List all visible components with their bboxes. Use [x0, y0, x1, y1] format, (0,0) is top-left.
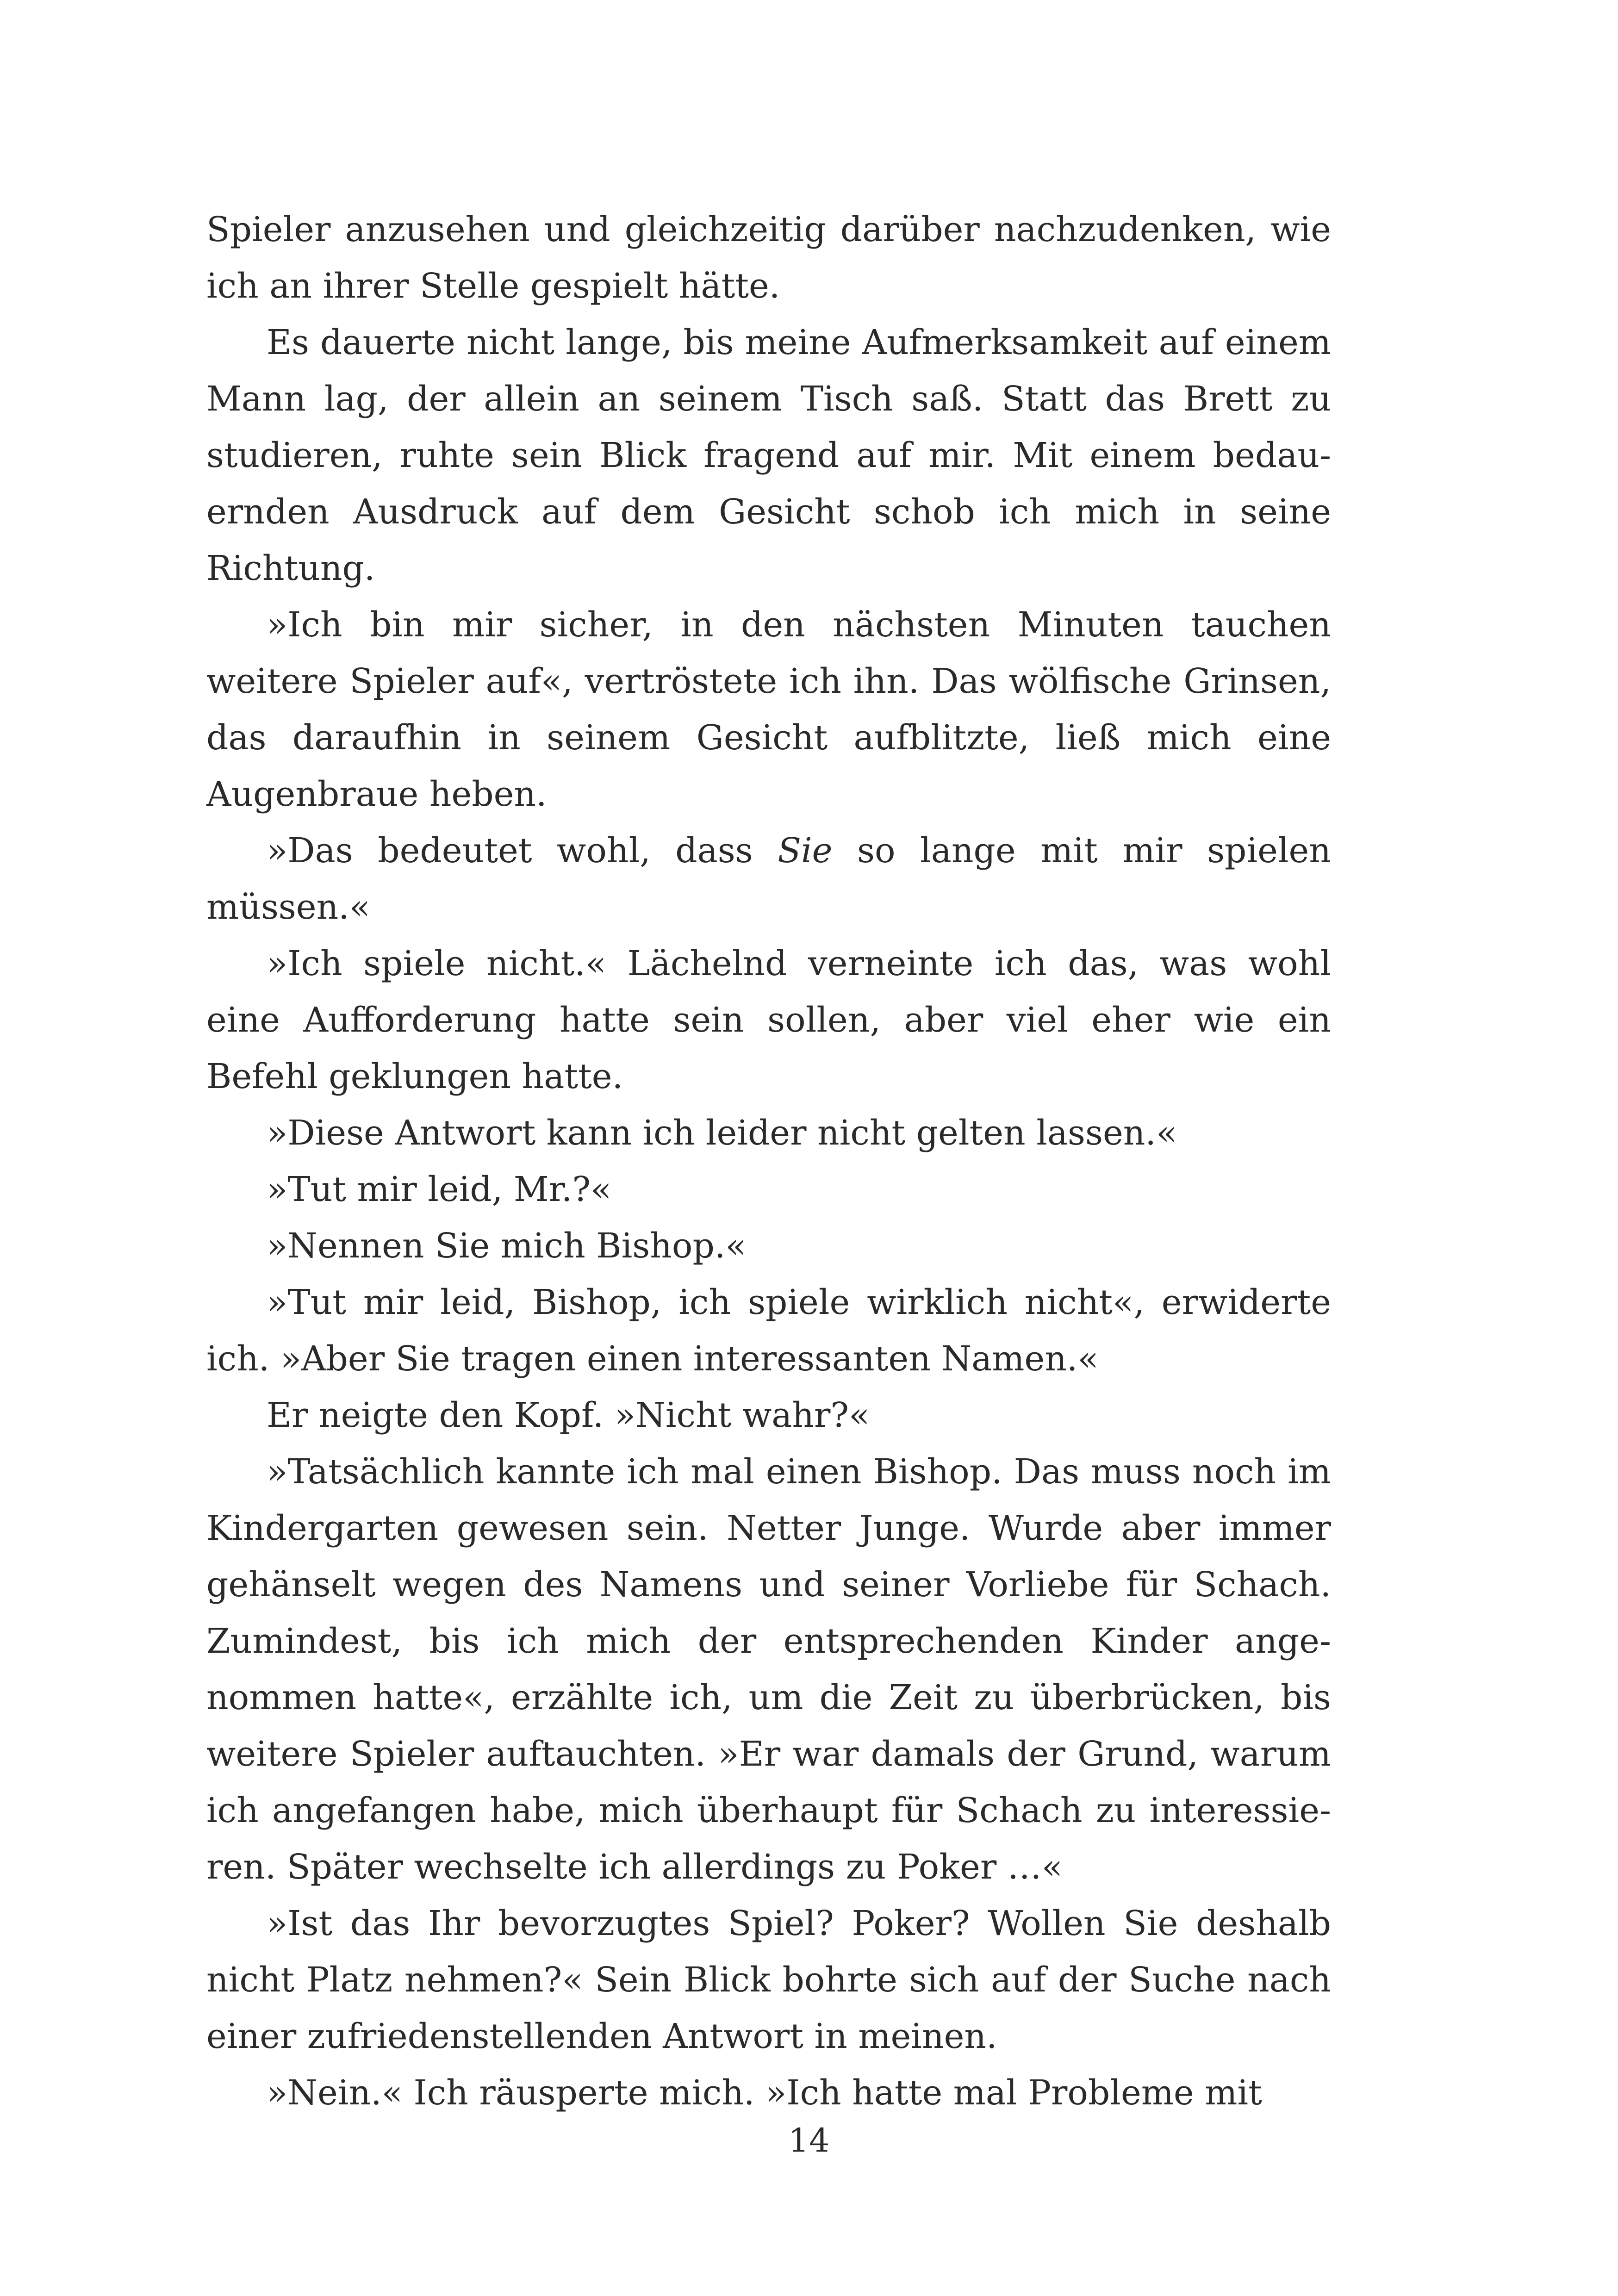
paragraph: »Tut mir leid, Bishop, ich spiele wirklich nicht«, erwiderte ich. »Aber Sie tragen einen interessanten Namen.«: [206, 1282, 1331, 1379]
paragraph-text: so lange mit mir spielen müssen.«: [206, 831, 1331, 927]
paragraph-text: »Das bedeutet wohl, dass: [267, 831, 778, 871]
paragraph: »Nennen Sie mich Bishop.«: [267, 1226, 747, 1266]
body-text: [206, 201, 1331, 2121]
page-number: 14: [788, 2122, 830, 2159]
paragraph: »Nein.« Ich räusperte mich. »Ich hatte mal Probleme mit: [267, 2073, 1262, 2113]
paragraph: »Ich spiele nicht.« Lächelnd verneinte ich das, was wohl eine Aufforderung hatte sein sollen, aber viel eher wie ein Befehl geklungen hatte.: [206, 944, 1331, 1096]
paragraph: Er neigte den Kopf. »Nicht wahr?«: [267, 1395, 870, 1435]
paragraph: »Ich bin mir sicher, in den nächsten Minuten tauchen weitere Spieler auf«, vertröstete ich ihn. Das wölfische Grinsen, das daraufhin in seinem Gesicht aufblitzte, ließ mich eine Augenbraue heben.: [206, 605, 1331, 814]
emphasis-text: Sie: [778, 831, 833, 871]
paragraph: »Tut mir leid, Mr.?«: [267, 1170, 612, 1209]
paragraph: Spieler anzusehen und gleichzeitig darüber nachzudenken, wie ich an ihrer Stelle gespielt hätte.: [206, 210, 1331, 306]
paragraph: [206, 822, 1331, 935]
paragraph: »Tatsächlich kannte ich mal einen Bishop. Das muss noch im Kindergarten gewesen sein. Netter Junge. Wurde aber immer gehänselt wegen des Namens und seiner Vorliebe für Schach. Zumindest, bis ich mich der entsprechenden Kinder angenommen hatte«, erzählte ich, um die Zeit zu überbrücken, bis weitere Spieler auftauchten. »Er war damals der Grund, warum ich angefangen habe, mich überhaupt für Schach zu interessieren. Später wechselte ich allerdings zu Poker …«: [206, 1452, 1331, 1887]
paragraph: »Ist das Ihr bevorzugtes Spiel? Poker? Wollen Sie deshalb nicht Platz nehmen?« Sein Blick bohrte sich auf der Suche nach einer zufriedenstellenden Antwort in meinen.: [206, 1904, 1331, 2056]
paragraph: »Diese Antwort kann ich leider nicht gelten lassen.«: [267, 1113, 1177, 1153]
paragraph: Es dauerte nicht lange, bis meine Aufmerksamkeit auf einem Mann lag, der allein an seinem Tisch saß. Statt das Brett zu studieren, ruhte sein Blick fragend auf mir. Mit einem bedauernden Ausdruck auf dem Gesicht schob ich mich in seine Richtung.: [206, 323, 1331, 588]
